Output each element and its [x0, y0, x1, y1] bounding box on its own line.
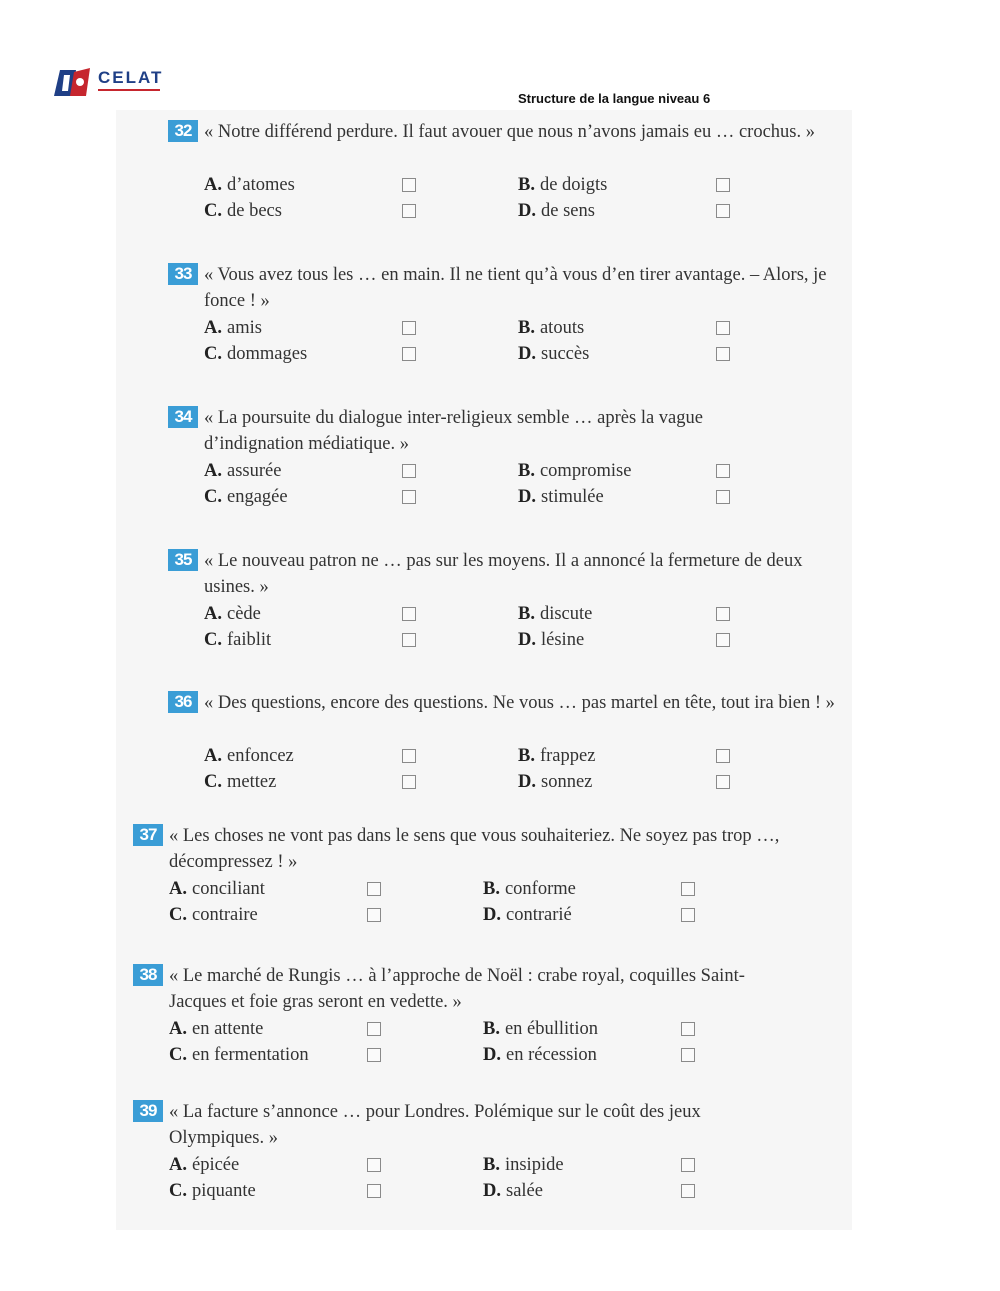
option-letter: A. — [204, 461, 222, 481]
question-text: « La poursuite du dialogue inter-religieux semble … après la vague d’indignation médiatique. » — [204, 408, 703, 454]
option-label: dommages — [227, 344, 308, 364]
option-b — [518, 172, 607, 198]
checkbox-option-a[interactable] — [367, 1022, 381, 1036]
option-label: succès — [541, 344, 590, 364]
checkbox-option-d[interactable] — [716, 204, 730, 218]
option-letter: A. — [169, 879, 187, 899]
option-b — [518, 601, 592, 627]
option-c — [204, 627, 271, 653]
checkbox-option-b[interactable] — [681, 1022, 695, 1036]
checkbox-option-b[interactable] — [716, 321, 730, 335]
question-text: « Vous avez tous les … en main. Il ne tient qu’à vous d’en tirer avantage. – Alors, je fonce ! » — [204, 265, 827, 311]
option-c — [204, 198, 282, 224]
checkbox-option-a[interactable] — [402, 464, 416, 478]
option-letter: D. — [483, 1181, 501, 1201]
checkbox-option-b[interactable] — [716, 749, 730, 763]
option-label: lésine — [541, 630, 585, 650]
option-label: compromise — [539, 461, 632, 481]
checkbox-option-c[interactable] — [402, 633, 416, 647]
question-text: « Les choses ne vont pas dans le sens que vous souhaiteriez. Ne soyez pas trop …, décompressez ! » — [169, 826, 780, 872]
option-letter: D. — [518, 344, 536, 364]
option-letter: A. — [204, 746, 222, 766]
option-c — [169, 1178, 256, 1204]
option-b — [518, 315, 584, 341]
option-d — [483, 1042, 597, 1068]
option-c — [204, 341, 307, 367]
checkbox-option-d[interactable] — [716, 775, 730, 789]
checkbox-option-d[interactable] — [681, 1184, 695, 1198]
logo-underline — [98, 89, 160, 93]
option-label: assurée — [227, 461, 282, 481]
question-36 — [168, 690, 848, 800]
option-letter: A. — [204, 175, 222, 195]
question-37 — [133, 823, 813, 933]
option-label: épicée — [192, 1155, 240, 1175]
question-text: « Notre différend perdure. Il faut avouer que nous n’avons jamais eu … crochus. » — [204, 122, 815, 142]
option-letter: C. — [204, 772, 222, 792]
option-label: en fermentation — [192, 1045, 309, 1065]
checkbox-option-c[interactable] — [367, 1184, 381, 1198]
option-b — [518, 743, 595, 769]
option-label: contrarié — [506, 905, 572, 925]
option-label: de becs — [227, 201, 282, 221]
option-letter: B. — [518, 604, 535, 624]
question-number-badge: 35 — [168, 549, 198, 571]
option-letter: B. — [483, 1019, 500, 1039]
option-letter: C. — [204, 201, 222, 221]
option-label: enfoncez — [227, 746, 294, 766]
checkbox-option-b[interactable] — [681, 882, 695, 896]
option-d — [518, 341, 589, 367]
option-letter: B. — [483, 1155, 500, 1175]
option-a — [204, 315, 262, 341]
checkbox-option-b[interactable] — [716, 607, 730, 621]
option-label: salée — [506, 1181, 543, 1201]
checkbox-option-b[interactable] — [716, 464, 730, 478]
option-letter: D. — [518, 772, 536, 792]
option-a — [169, 876, 265, 902]
question-34 — [168, 405, 848, 515]
question-number-badge: 32 — [168, 120, 198, 142]
checkbox-option-b[interactable] — [681, 1158, 695, 1172]
option-c — [169, 902, 258, 928]
document-title: Structure de la langue niveau 6 — [518, 91, 711, 106]
option-label: en ébullition — [504, 1019, 598, 1039]
option-letter: A. — [169, 1155, 187, 1175]
option-b — [483, 876, 576, 902]
option-a — [204, 743, 294, 769]
option-label: de sens — [541, 201, 595, 221]
option-a — [169, 1152, 239, 1178]
option-d — [518, 769, 592, 795]
checkbox-option-d[interactable] — [716, 490, 730, 504]
option-label: amis — [227, 318, 262, 338]
question-39 — [133, 1099, 813, 1209]
option-label: en récession — [506, 1045, 597, 1065]
option-letter: C. — [204, 344, 222, 364]
option-c — [204, 484, 288, 510]
question-number-badge: 39 — [133, 1100, 163, 1122]
option-letter: D. — [518, 487, 536, 507]
option-letter: B. — [518, 318, 535, 338]
option-label: stimulée — [541, 487, 604, 507]
option-letter: B. — [518, 746, 535, 766]
option-d — [518, 198, 595, 224]
checkbox-option-a[interactable] — [367, 1158, 381, 1172]
option-label: atouts — [539, 318, 585, 338]
option-b — [518, 458, 631, 484]
checkbox-option-a[interactable] — [402, 178, 416, 192]
question-number-badge: 37 — [133, 824, 163, 846]
option-letter: A. — [204, 604, 222, 624]
option-label: conciliant — [192, 879, 265, 899]
option-label: faiblit — [227, 630, 272, 650]
option-letter: C. — [169, 1045, 187, 1065]
option-b — [483, 1152, 564, 1178]
question-number-badge: 38 — [133, 964, 163, 986]
question-number-badge: 33 — [168, 263, 198, 285]
celat-logo — [50, 66, 165, 102]
option-label: discute — [539, 604, 593, 624]
question-text: « Des questions, encore des questions. Ne vous … pas martel en tête, tout ira bien ! » — [204, 693, 835, 713]
option-letter: B. — [518, 461, 535, 481]
checkbox-option-a[interactable] — [367, 882, 381, 896]
option-c — [204, 769, 276, 795]
option-a — [204, 172, 295, 198]
checkbox-option-c[interactable] — [367, 908, 381, 922]
option-letter: D. — [483, 1045, 501, 1065]
celat-logo-mark — [50, 66, 96, 100]
option-label: mettez — [227, 772, 277, 792]
option-letter: C. — [204, 487, 222, 507]
checkbox-option-a[interactable] — [402, 321, 416, 335]
checkbox-option-a[interactable] — [402, 749, 416, 763]
option-label: en attente — [192, 1019, 264, 1039]
checkbox-option-d[interactable] — [716, 633, 730, 647]
option-label: contraire — [192, 905, 258, 925]
option-c — [169, 1042, 309, 1068]
checkbox-option-c[interactable] — [367, 1048, 381, 1062]
checkbox-option-d[interactable] — [681, 908, 695, 922]
option-label: conforme — [504, 879, 576, 899]
option-d — [483, 1178, 543, 1204]
checkbox-option-d[interactable] — [716, 347, 730, 361]
option-letter: C. — [169, 1181, 187, 1201]
option-letter: C. — [204, 630, 222, 650]
checkbox-option-c[interactable] — [402, 204, 416, 218]
question-38 — [133, 963, 813, 1073]
logo-wordmark: CELAT — [98, 68, 164, 87]
option-letter: D. — [518, 630, 536, 650]
option-label: de doigts — [539, 175, 608, 195]
option-letter: D. — [483, 905, 501, 925]
checkbox-option-c[interactable] — [402, 347, 416, 361]
option-a — [169, 1016, 263, 1042]
question-number-badge: 34 — [168, 406, 198, 428]
checkbox-option-c[interactable] — [402, 775, 416, 789]
option-letter: B. — [518, 175, 535, 195]
checkbox-option-a[interactable] — [402, 607, 416, 621]
checkbox-option-b[interactable] — [716, 178, 730, 192]
option-label: engagée — [227, 487, 288, 507]
checkbox-option-c[interactable] — [402, 490, 416, 504]
option-letter: B. — [483, 879, 500, 899]
option-letter: D. — [518, 201, 536, 221]
option-label: insipide — [504, 1155, 564, 1175]
option-letter: C. — [169, 905, 187, 925]
question-35 — [168, 548, 848, 658]
option-label: piquante — [192, 1181, 256, 1201]
option-d — [518, 484, 604, 510]
option-d — [483, 902, 572, 928]
question-text: « Le nouveau patron ne … pas sur les moyens. Il a annoncé la fermeture de deux usines. » — [204, 551, 803, 597]
option-a — [204, 458, 281, 484]
option-letter: A. — [204, 318, 222, 338]
question-33 — [168, 262, 848, 372]
option-b — [483, 1016, 598, 1042]
option-letter: A. — [169, 1019, 187, 1039]
option-d — [518, 627, 584, 653]
question-text: « Le marché de Rungis … à l’approche de Noël : crabe royal, coquilles Saint-Jacques et foie gras seront en vedette. » — [169, 966, 745, 1012]
option-label: cède — [227, 604, 261, 624]
question-32 — [168, 119, 848, 229]
option-label: sonnez — [541, 772, 593, 792]
question-text: « La facture s’annonce … pour Londres. Polémique sur le coût des jeux Olympiques. » — [169, 1102, 701, 1148]
option-label: d’atomes — [227, 175, 295, 195]
question-number-badge: 36 — [168, 691, 198, 713]
option-a — [204, 601, 261, 627]
checkbox-option-d[interactable] — [681, 1048, 695, 1062]
option-label: frappez — [539, 746, 596, 766]
